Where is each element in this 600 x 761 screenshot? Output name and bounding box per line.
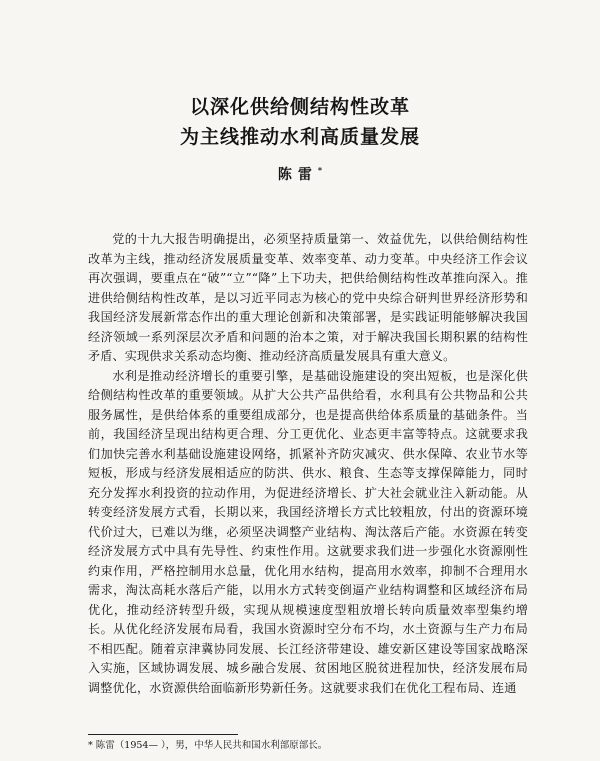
- author-name: 陈雷: [277, 167, 318, 183]
- article-title-line-1: 以深化供给侧结构性改革: [189, 96, 410, 118]
- body-paragraph-1: 党的十九大报告明确提出，必须坚持质量第一、效益优先，以供给侧结构性改革为主线，推动经济发展质量变革、效率变革、动力变革。中央经济工作会议再次强调，要重点在“破”“立”“降”上下功夫，把供给侧结构性改革推向深入。推进供给侧结构性改革，是以习近平同志为核心的党中央综合研判世界经济形势和我国经济发展新常态作出的重大理论创新和决策部署，是实践证明能够解决我国经济领域一系列深层次矛盾和问题的治本之策，对于解决我国长期积累的结构性矛盾、实现供求关系动态均衡、推动经济高质量发展具有重大意义。: [88, 232, 528, 363]
- author-footnote: * 陈雷（1954— ），男，中华人民共和国水利部原部长。: [88, 740, 328, 751]
- article-title-line-2: 为主线推动水利高质量发展: [179, 126, 420, 148]
- body-paragraph-2: 水利是推动经济增长的重要引擎，是基础设施建设的突出短板，也是深化供给侧结构性改革的重要领域。从扩大公共产品供给看，水利具有公共物品和公共服务属性，是供给体系的重要组成部分，也是提高供给体系质量的基础条件。当前，我国经济呈现出结构更合理、分工更优化、业态更丰富等特点。这就要求我们加快完善水利基础设施建设网络，抓紧补齐防灾减灾、供水保障、农业节水等短板，形成与经济发展相适应的防洪、供水、粮食、生态等支撑保障能力，同时充分发挥水利投资的拉动作用，为促进经济增长、扩大社会就业注入新动能。从转变经济发展方式看，长期以来，我国经济增长方式比较粗放，付出的资源环境代价过大，已难以为继，必须坚决调整产业结构、淘汰落后产能。水资源在转变经济发展方式中具有先导性、约束性作用。这就要求我们进一步强化水资源刚性约束作用，严格控制用水总量，优化用水结构，提高用水效率，抑制不合理用水需求，淘汰高耗水落后产能，以用水方式转变倒逼产业结构调整和区域经济布局优化，推动经济转型升级，实现从规模速度型粗放增长转向质量效率型集约增长。从优化经济发展布局看，我国水资源时空分布不均，水土资源与生产力布局不相匹配。随着京津冀协同发展、长江经济带建设、雄安新区建设等国家战略深入实施，区域协调发展、城乡融合发展、贫困地区脱贫进程加快，经济发展布局调整优化，水资源供给面临新形势新任务。这就要求我们在优化工程布局、连通: [88, 368, 528, 695]
- author-byline: [0, 164, 600, 184]
- footnote-divider: [88, 734, 238, 735]
- article-body: [88, 230, 528, 698]
- author-footnote-mark: *: [317, 165, 323, 175]
